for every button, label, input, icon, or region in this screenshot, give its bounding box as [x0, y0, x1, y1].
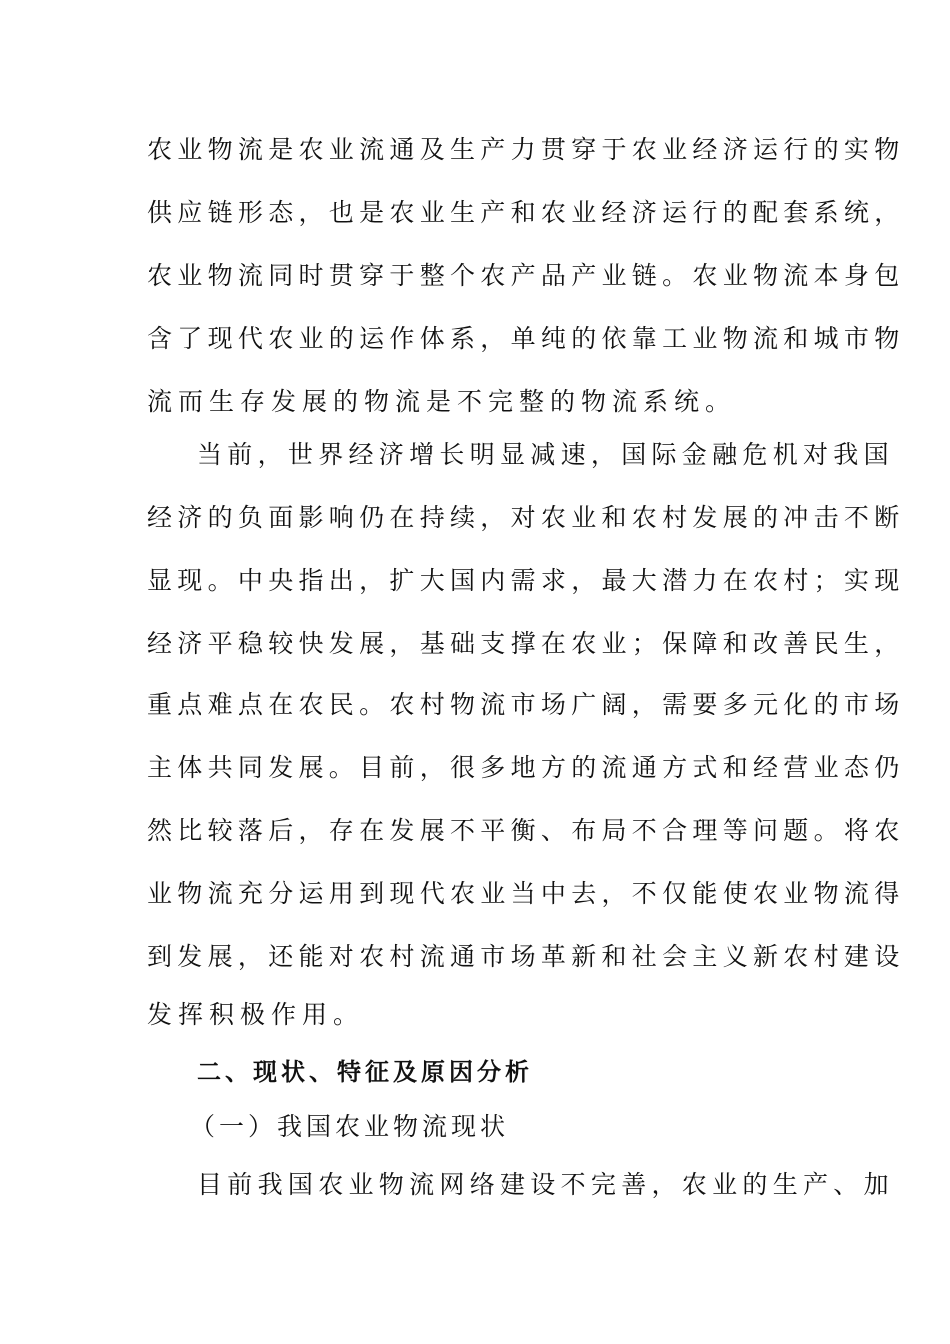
paragraph-1-line-1: 农业物流是农业流通及生产力贯穿于农业经济运行的实物	[147, 135, 905, 164]
paragraph-2-line-5: 重点难点在农民。农村物流市场广阔，需要多元化的市场	[147, 690, 905, 719]
subsection-heading: （一）我国农业物流现状	[190, 1112, 510, 1141]
paragraph-2-line-10: 发挥积极作用。	[147, 1000, 365, 1029]
paragraph-3-line-1: 目前我国农业物流网络建设不完善，农业的生产、加	[197, 1170, 894, 1199]
paragraph-2-line-3: 显现。中央指出，扩大国内需求，最大潜力在农村；实现	[147, 566, 905, 595]
paragraph-1-line-4: 含了现代农业的运作体系，单纯的依靠工业物流和城市物	[147, 324, 905, 353]
section-heading: 二、现状、特征及原因分析	[197, 1058, 533, 1086]
paragraph-1-line-3: 农业物流同时贯穿于整个农产品产业链。农业物流本身包	[147, 261, 905, 290]
paragraph-2-line-1: 当前，世界经济增长明显减速，国际金融危机对我国	[197, 440, 894, 469]
paragraph-2-line-7: 然比较落后，存在发展不平衡、布局不合理等问题。将农	[147, 816, 905, 845]
paragraph-2-line-4: 经济平稳较快发展，基础支撑在农业；保障和改善民生，	[147, 629, 905, 658]
paragraph-2-line-6: 主体共同发展。目前，很多地方的流通方式和经营业态仍	[147, 753, 905, 782]
paragraph-1-line-5: 流而生存发展的物流是不完整的物流系统。	[147, 387, 737, 416]
paragraph-2-line-8: 业物流充分运用到现代农业当中去，不仅能使农业物流得	[147, 879, 905, 908]
paragraph-1-line-2: 供应链形态，也是农业生产和农业经济运行的配套系统，	[147, 198, 905, 227]
paragraph-2-line-2: 经济的负面影响仍在持续，对农业和农村发展的冲击不断	[147, 503, 905, 532]
paragraph-2-line-9: 到发展，还能对农村流通市场革新和社会主义新农村建设	[147, 942, 905, 971]
